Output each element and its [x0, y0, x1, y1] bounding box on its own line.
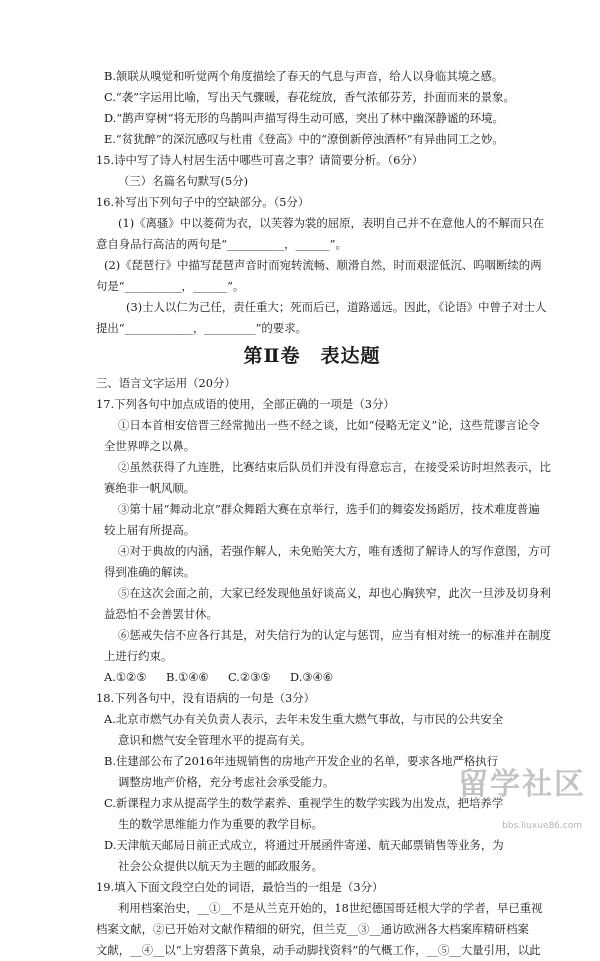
question-17: 17.下列各句中加点成语的使用，全部正确的一项是（3分） — [96, 397, 395, 411]
q18-option-d-cont: 社会公众提供以航天为主题的邮政服务。 — [118, 859, 324, 873]
q18-option-c-cont: 生的数学思维能力作为重要的教学目标。 — [118, 817, 324, 831]
q17-option-d: D.③④⑥ — [290, 670, 333, 684]
q19-passage-line-3: 文献，__④__以“上穷碧落下黄泉，动手动脚找资料”的气概工作，__⑤__大量引用，以此 — [96, 943, 541, 957]
question-18: 18.下列各句中，没有语病的一句是（3分） — [96, 691, 316, 705]
q18-option-a: A.北京市燃气办有关负责人表示，去年未发生重大燃气事故，与市民的公共安全 — [104, 712, 504, 726]
q17-options — [96, 667, 528, 688]
watermark — [436, 767, 586, 834]
q17-sentence-3: ③第十届“舞动北京”群众舞蹈大赛在京举行，选手们的舞姿发扬蹈厉，技术难度普遍 — [118, 502, 540, 516]
q18-option-b-cont: 调整房地产价格，充分考虑社会承受能力。 — [118, 775, 335, 789]
q17-option-b: B.①④⑥ — [166, 670, 209, 684]
q17-sentence-1-cont: 全世界哗之以鼻。 — [104, 439, 196, 453]
q17-sentence-2-cont: 赛绝非一帆风顺。 — [104, 481, 196, 495]
watermark-url: bbs.liuxue86.com — [502, 821, 582, 831]
q16-item-3: (3)士人以仁为己任，责任重大；死而后已，道路遥远。因此，《论语》中曾子对士人 — [126, 300, 547, 314]
q17-sentence-4: ④对于典故的内涵，若强作解人，未免贻笑大方，唯有透彻了解诗人的写作意图，方可 — [118, 544, 551, 558]
option-c-line: C.“袭”字运用比喻，写出天气骤暖，春花绽放，香气浓郁芬芳，扑面而来的景象。 — [104, 90, 515, 104]
q17-sentence-2: ②虽然获得了九连胜，比赛结束后队员们并没有得意忘言，在接受采访时坦然表示，比 — [118, 460, 551, 474]
q17-option-a: A.①②⑤ — [104, 670, 147, 684]
q18-option-a-cont: 意识和燃气安全管理水平的提高有关。 — [118, 733, 312, 747]
q18-option-b: B.住建部公布了2016年违规销售的房地产开发企业的名单，要求各地严格执行 — [104, 754, 499, 768]
part-2-title — [96, 341, 528, 371]
q17-sentence-6: ⑥惩戒失信不应各行其是，对失信行为的认定与惩罚，应当有相对统一的标准并在制度 — [118, 628, 551, 642]
q18-option-d: D.天津航天邮局日前正式成立，将通过开展函件寄递、航天邮票销售等业务，为 — [104, 838, 504, 852]
q18-option-c: C.新课程力求从提高学生的数学素养、重视学生的数学实践为出发点，把培养学 — [104, 796, 504, 810]
q17-sentence-5: ⑤在这次会面之前，大家已经发现他虽好谈高义，却也心胸狭窄，此次一旦涉及切身利 — [118, 586, 551, 600]
part-2-title-name: 表达题 — [320, 345, 381, 367]
q16-item-3-cont: 提出“____________，_________”的要求。 — [96, 321, 307, 335]
q16-item-2-cont: 句是“__________，______”。 — [96, 279, 245, 293]
option-b-line: B.颔联从嗅觉和听觉两个角度描绘了春天的气息与声音，给人以身临其境之感。 — [104, 69, 504, 83]
watermark-logo: 留学社区 — [458, 767, 586, 802]
q17-sentence-3-cont: 较上届有所提高。 — [104, 523, 196, 537]
q16-item-1-cont: 意自身品行高洁的两句是“__________，______”。 — [96, 237, 347, 251]
option-d-line: D.“鹊声穿树”将无形的鸟鹊叫声描写得生动可感，突出了林中幽深静谧的环境。 — [104, 111, 504, 125]
question-15: 15.诗中写了诗人村居生活中哪些可喜之事？请简要分析。（6分） — [96, 153, 424, 167]
option-e-line: E.“贫犹醉”的深沉感叹与杜甫《登高》中的“潦倒新停浊酒杯”有异曲同工之妙。 — [104, 132, 504, 146]
q17-sentence-6-cont: 上进行约束。 — [104, 649, 173, 663]
q17-sentence-4-cont: 得到准确的解读。 — [104, 565, 196, 579]
q17-option-c: C.②③⑤ — [228, 670, 271, 684]
section-heading-3: （三）名篇名句默写(5分) — [118, 174, 249, 188]
q16-item-2: (2)《琵琶行》中描写琵琶声音时而宛转流畅、顺滑自然，时而艰涩低沉、呜咽断续的两 — [104, 258, 542, 272]
question-16: 16.补写出下列句子中的空缺部分。（5分） — [96, 195, 310, 209]
section-heading-language: 三、语言文字运用（20分） — [96, 376, 236, 390]
question-19: 19.填入下面文段空白处的词语，最恰当的一组是（3分） — [96, 880, 384, 894]
part-2-title-volume: 第Ⅱ卷 — [243, 345, 301, 367]
q16-item-1: (1)《离骚》中以菱荷为衣，以芙蓉为裳的屈原，表明自己并不在意他人的不解而只在 — [118, 216, 545, 230]
q17-sentence-5-cont: 益恐怕不会善罢甘休。 — [104, 607, 218, 621]
q19-passage-line-1: 利用档案治史，__①__不是从兰克开始的，18世纪德国哥廷根大学的学者，早已重视 — [118, 901, 543, 915]
q19-passage-line-2: 档案文献，②已开始对文献作精细的研究，但兰克__③__通访欧洲各大档案库精研档案 — [96, 922, 529, 936]
q17-sentence-1: ①日本首相安倍晋三经常抛出一些不经之谈，比如“侵略无定义”论，这些荒谬言论令 — [118, 418, 540, 432]
